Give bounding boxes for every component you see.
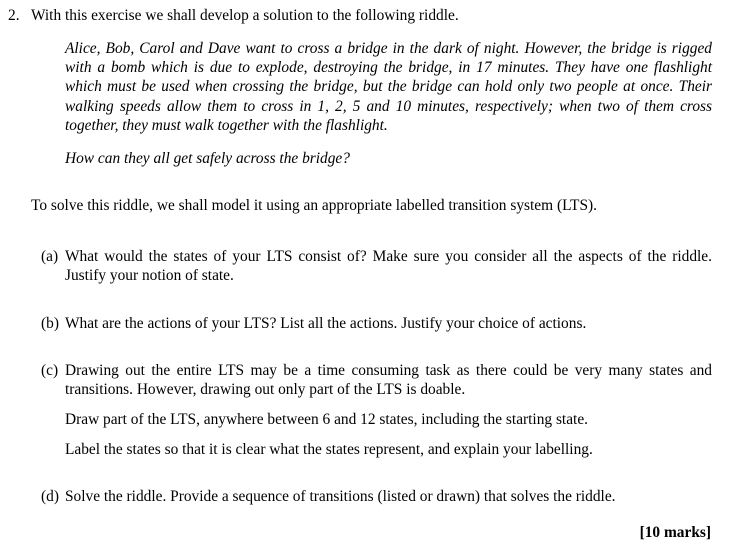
marks: [10 marks] xyxy=(639,524,711,541)
riddle-question: How can they all get safely across the bridge? xyxy=(65,150,350,167)
part-a-text: What would the states of your LTS consist of? Make sure you consider all the aspects of the riddle. Justify your notion of state. xyxy=(65,248,712,285)
part-c-text: Drawing out the entire LTS may be a time consuming task as there could be very many states and transitions. However, drawing out only part of the LTS is doable. xyxy=(65,362,712,399)
part-d-label: (d) xyxy=(41,488,59,505)
question-intro: With this exercise we shall develop a solution to the following riddle. xyxy=(31,7,459,24)
part-c-draw: Draw part of the LTS, anywhere between 6 and 12 states, including the starting state. xyxy=(65,411,588,428)
model-statement: To solve this riddle, we shall model it using an appropriate labelled transition system (LTS). xyxy=(31,197,597,214)
part-d-text: Solve the riddle. Provide a sequence of transitions (listed or drawn) that solves the riddle. xyxy=(65,488,616,505)
part-a-label: (a) xyxy=(41,248,59,265)
part-c-label: (c) xyxy=(41,362,59,379)
riddle-text: Alice, Bob, Carol and Dave want to cross a bridge in the dark of night. However, the bridge is rigged with a bomb which is due to explode, destroying the bridge, in 17 minutes. They have one flashlight which must be used when crossing the bridge, but the bridge can hold only two people at once. Their walking speeds allow them to cross in 1, 2, 5 and 10 minutes, respectively; when two of them cross together, they must walk together with the flashlight. xyxy=(65,40,712,134)
part-b-label: (b) xyxy=(41,315,59,332)
part-b-text: What are the actions of your LTS? List all the actions. Justify your choice of actions. xyxy=(65,315,587,332)
part-c-label-states: Label the states so that it is clear what the states represent, and explain your labelling. xyxy=(65,441,593,458)
question-number: 2. xyxy=(8,7,20,24)
